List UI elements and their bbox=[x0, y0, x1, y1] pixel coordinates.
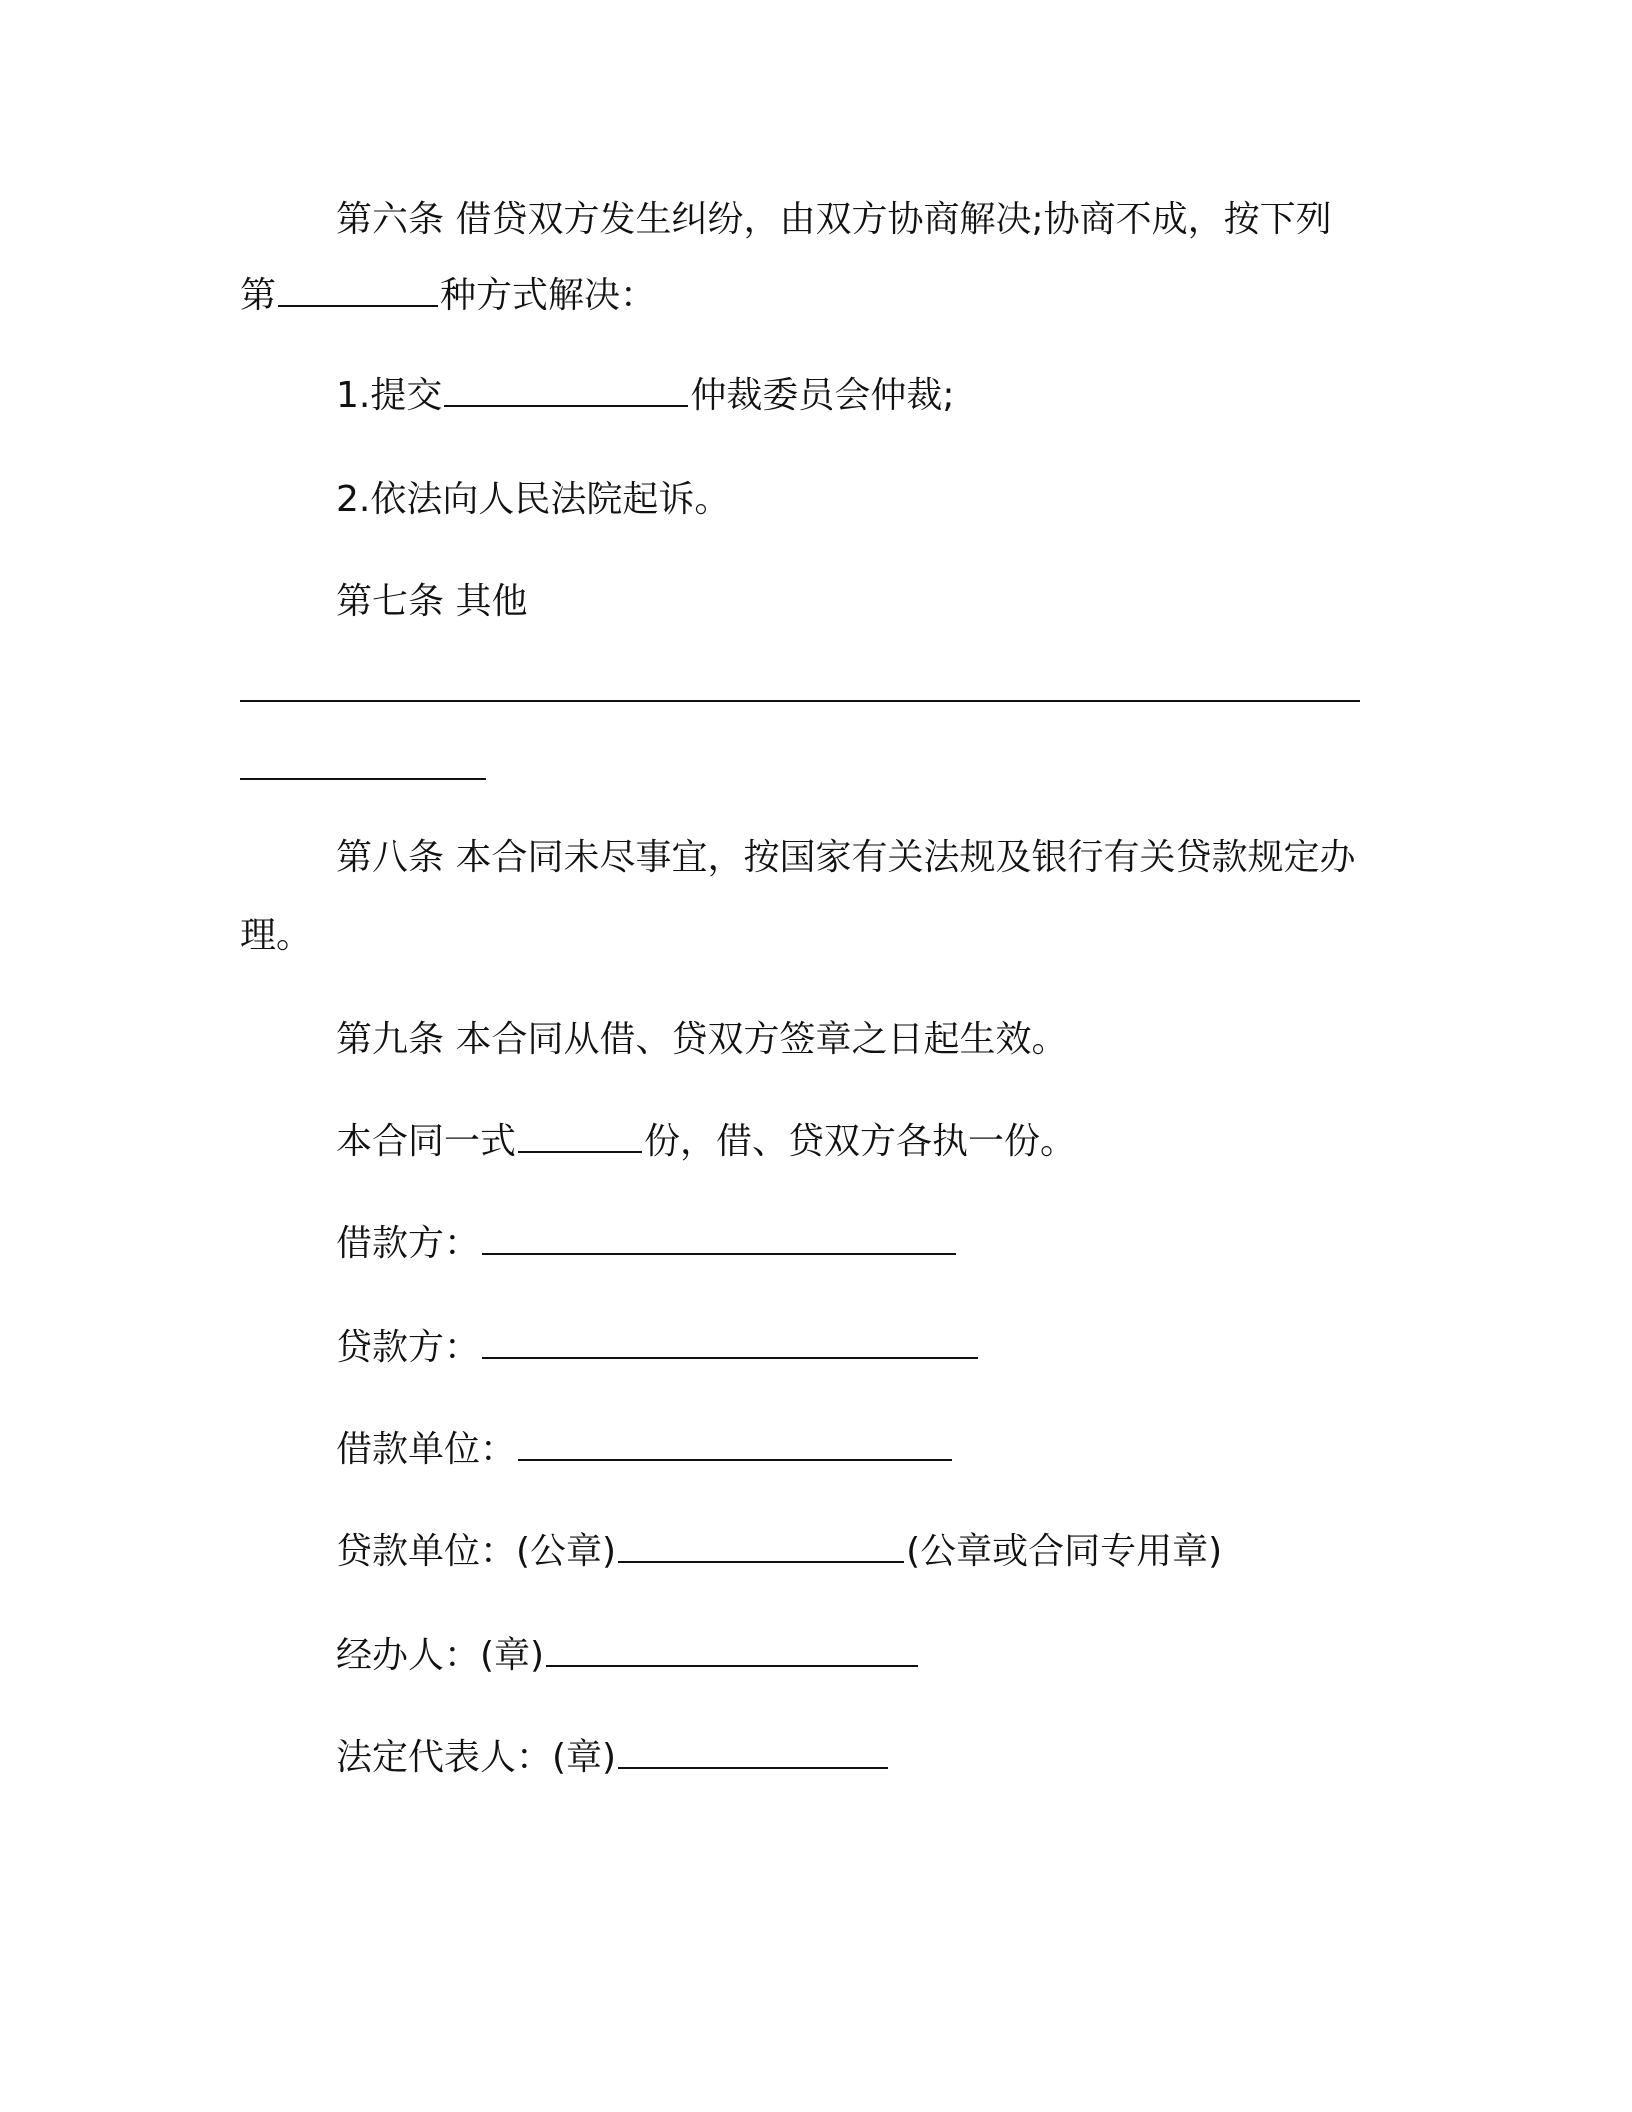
article-6-line2-prefix: 第 bbox=[240, 275, 277, 316]
legal-rep-line bbox=[336, 1736, 1486, 1780]
option-2 bbox=[336, 478, 1486, 522]
method-number-blank[interactable] bbox=[278, 277, 438, 307]
borrowing-unit-label: 借款单位： bbox=[336, 1429, 517, 1470]
lender-signature-line bbox=[336, 1326, 1486, 1370]
other-terms-blank-line-1[interactable] bbox=[240, 700, 1360, 702]
borrower-signature-line bbox=[336, 1222, 1486, 1266]
lending-unit-seal-note: (公章或合同专用章) bbox=[906, 1531, 1223, 1572]
option-1-prefix: 1.提交 bbox=[336, 375, 443, 416]
legal-rep-blank[interactable] bbox=[618, 1739, 888, 1769]
agent-line bbox=[336, 1634, 1486, 1678]
article-9-text: 第九条 本合同从借、贷双方签章之日起生效。 bbox=[336, 1019, 1068, 1060]
copies-line bbox=[336, 1120, 1486, 1164]
copies-count-blank[interactable] bbox=[518, 1123, 642, 1153]
article-7-text: 第七条 其他 bbox=[336, 581, 528, 622]
article-6-line2-suffix: 种方式解决： bbox=[440, 275, 657, 316]
article-8-text-cont: 理。 bbox=[240, 915, 313, 956]
borrower-blank[interactable] bbox=[482, 1225, 956, 1255]
lender-blank[interactable] bbox=[482, 1329, 978, 1359]
option-1-suffix: 仲裁委员会仲裁; bbox=[690, 375, 955, 416]
article-8-line-2 bbox=[240, 914, 1390, 958]
article-7 bbox=[336, 580, 1486, 624]
lending-unit-line bbox=[336, 1530, 1486, 1574]
article-6-line-1 bbox=[336, 198, 1486, 242]
article-9 bbox=[336, 1018, 1486, 1062]
option-2-text: 2.依法向人民法院起诉。 bbox=[336, 479, 731, 520]
article-6-line-2 bbox=[240, 274, 1390, 318]
arbitration-committee-blank[interactable] bbox=[444, 377, 688, 407]
borrowing-unit-blank[interactable] bbox=[518, 1431, 952, 1461]
borrower-label: 借款方： bbox=[336, 1223, 481, 1264]
legal-rep-label: 法定代表人：(章) bbox=[336, 1737, 617, 1778]
lending-unit-label: 贷款单位：(公章) bbox=[336, 1531, 617, 1572]
agent-blank[interactable] bbox=[546, 1637, 918, 1667]
article-8-text: 第八条 本合同未尽事宜，按国家有关法规及银行有关贷款规定办 bbox=[336, 837, 1356, 878]
copies-suffix: 份，借、贷双方各执一份。 bbox=[644, 1121, 1077, 1162]
option-1 bbox=[336, 374, 1486, 418]
copies-prefix: 本合同一式 bbox=[336, 1121, 517, 1162]
lending-unit-blank[interactable] bbox=[618, 1533, 904, 1563]
other-terms-blank-line-2[interactable] bbox=[240, 778, 486, 780]
lender-label: 贷款方： bbox=[336, 1327, 481, 1368]
article-8-line-1 bbox=[336, 836, 1486, 880]
article-6-text: 第六条 借贷双方发生纠纷，由双方协商解决;协商不成，按下列 bbox=[336, 199, 1332, 240]
borrowing-unit-line bbox=[336, 1428, 1486, 1472]
agent-label: 经办人：(章) bbox=[336, 1635, 545, 1676]
